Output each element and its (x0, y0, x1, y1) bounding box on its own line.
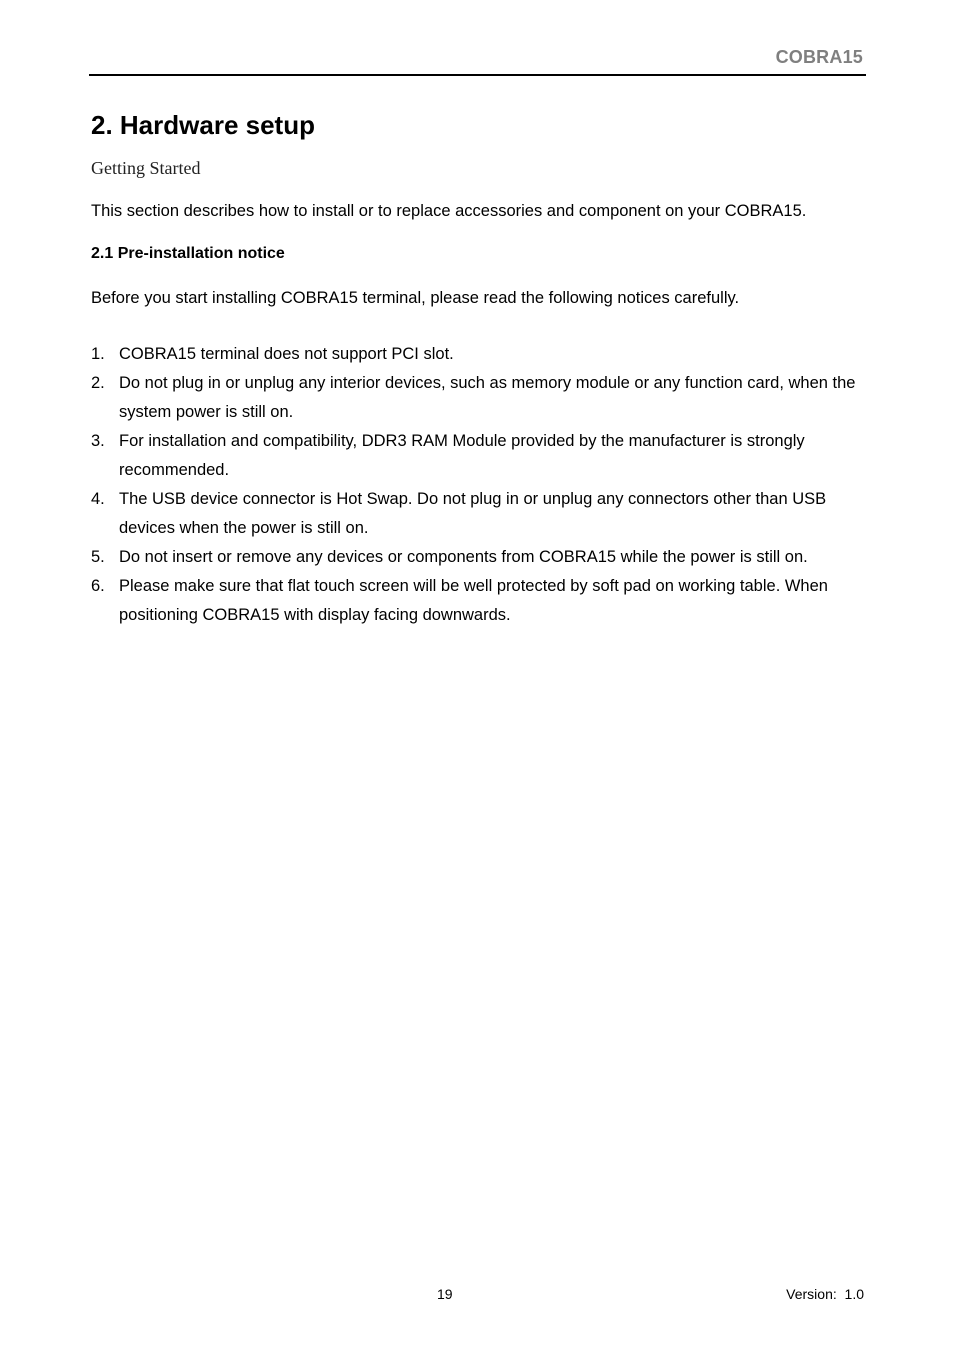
list-item-number: 2. (91, 374, 105, 392)
list-item-text: For installation and compatibility, DDR3 RAM Module provided by the manufacturer is strongly recommended. (119, 432, 805, 479)
section-heading: 2.1 Pre-installation notice (91, 245, 285, 262)
list-item (91, 340, 871, 369)
list-item-number: 4. (91, 490, 105, 508)
list-item-text: The USB device connector is Hot Swap. Do not plug in or unplug any connectors other than USB devices when the power is still on. (119, 490, 827, 537)
header-rule (89, 74, 866, 76)
list-item-text: Do not plug in or unplug any interior devices, such as memory module or any function card, when the system power is still on. (119, 374, 856, 421)
list-item-text: Do not insert or remove any devices or components from COBRA15 while the power is still on. (119, 548, 808, 566)
page-number: 19 (437, 1286, 453, 1302)
list-item (91, 543, 871, 572)
list-item-number: 5. (91, 548, 105, 566)
list-item (91, 572, 871, 630)
list-item-text: COBRA15 terminal does not support PCI slot. (119, 345, 454, 363)
intro-paragraph: This section describes how to install or to replace accessories and component on your COBRA15. (91, 202, 807, 220)
list-item (91, 369, 871, 427)
version-label: Version: 1.0 (786, 1286, 864, 1302)
list-item-number: 3. (91, 432, 105, 450)
list-item (91, 427, 871, 485)
header-brand: COBRA15 (775, 47, 863, 67)
page-title: 2. Hardware setup (91, 110, 315, 140)
notice-list (91, 340, 871, 630)
list-item-number: 6. (91, 577, 105, 595)
list-item-text: Please make sure that flat touch screen will be well protected by soft pad on working table. When positioning COBRA15 with display facing downwards. (119, 577, 828, 624)
list-item-number: 1. (91, 345, 105, 363)
list-item (91, 485, 871, 543)
lead-paragraph: Before you start installing COBRA15 terminal, please read the following notices carefully. (91, 289, 740, 307)
subtitle: Getting Started (91, 158, 201, 178)
